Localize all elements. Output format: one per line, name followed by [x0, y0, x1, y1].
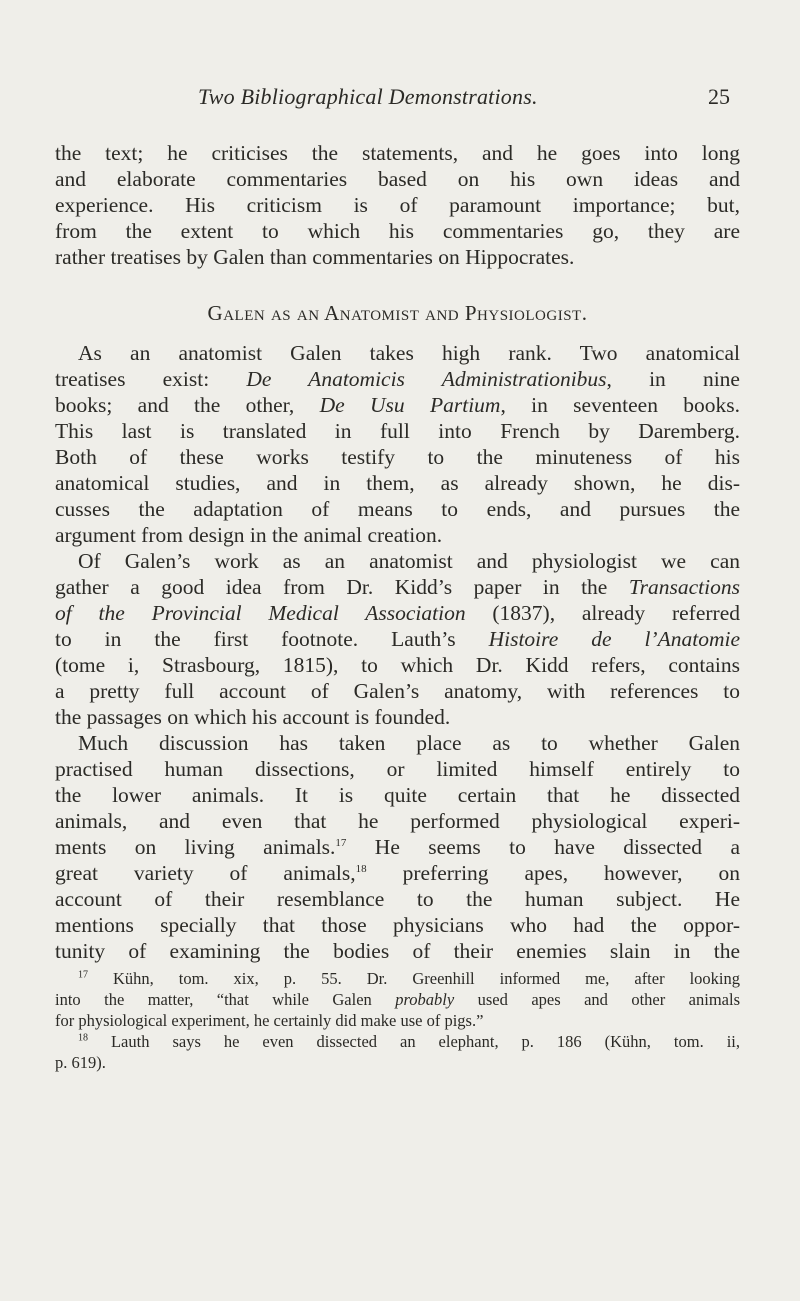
work-title: De Usu Partium — [319, 393, 501, 417]
footnote-marker: 17 — [78, 969, 88, 981]
text-line: ments on living animals.$^{17}$ He seems to have dissected a — [55, 835, 740, 859]
text-line: of the Provincial Medical Association (1837), already referred — [55, 601, 740, 625]
footnote-line: $^{17}$ Kühn, tom. xix, p. 55. Dr. Greenhill informed me, after looking — [78, 969, 740, 988]
text-line: the lower animals. It is quite certain that he dissected — [55, 783, 740, 807]
text-line: cusses the adaptation of means to ends, and pursues the — [55, 497, 740, 521]
footnote-line: p. 619). — [55, 1053, 106, 1072]
footnote-17 — [55, 968, 740, 1031]
footnote-ref-18: 18 — [355, 862, 367, 875]
paragraph-3 — [55, 548, 740, 730]
text-line: Much discussion has taken place as to whether Galen — [78, 731, 740, 755]
page-number: 25 — [708, 84, 730, 109]
text-line: argument from design in the animal creation. — [55, 523, 443, 547]
text-line: from the extent to which his commentaries go, they are — [55, 219, 740, 243]
footnote-line: $^{18}$ Lauth says he even dissected an elephant, p. 186 (Kühn, tom. ii, — [78, 1032, 740, 1051]
body-text — [55, 140, 740, 964]
text-line: (tome i, Strasbourg, 1815), to which Dr. Kidd refers, contains — [55, 653, 740, 677]
work-title: of the Provincial Medical Association — [55, 601, 466, 625]
footnote-18 — [55, 1031, 740, 1073]
paragraph-1 — [55, 140, 740, 270]
paragraph-2 — [55, 340, 740, 548]
text-line: a pretty full account of Galen’s anatomy, with references to — [55, 679, 740, 703]
text-line: tunity of examining the bodies of their enemies slain in the — [55, 939, 740, 963]
footnotes — [55, 968, 740, 1073]
text-line: treatises exist: De Anatomicis Administrationibus, in nine — [55, 367, 740, 391]
text-line: great variety of animals,$^{18}$ preferring apes, however, on — [55, 861, 740, 885]
text-line: Both of these works testify to the minuteness of his — [55, 445, 740, 469]
footnote-marker: 18 — [78, 1032, 88, 1044]
text-line: gather a good idea from Dr. Kidd’s paper in the Transactions — [55, 575, 740, 599]
text-line: animals, and even that he performed physiological experi- — [55, 809, 740, 833]
text-line: experience. His criticism is of paramount importance; but, — [55, 193, 740, 217]
footnote-line: into the matter, “that while Galen probably used apes and other animals — [55, 990, 741, 1009]
emphasis: probably — [395, 990, 455, 1009]
text-line: anatomical studies, and in them, as already shown, he dis- — [55, 471, 740, 495]
footnote-ref-17: 17 — [335, 836, 347, 849]
text-line: the passages on which his account is founded. — [55, 705, 451, 729]
text-line: Of Galen’s work as an anatomist and physiologist we can — [78, 549, 740, 573]
text-line: practised human dissections, or limited himself entirely to — [55, 757, 740, 781]
text-line: to in the first footnote. Lauth’s Histoire de l’Anatomie — [55, 627, 740, 651]
running-head — [0, 84, 800, 112]
text-line: As an anatomist Galen takes high rank. Two anatomical — [78, 341, 740, 365]
section-heading: Galen as an Anatomist and Physiologist. — [207, 301, 588, 325]
text-line: This last is translated in full into French by Daremberg. — [55, 419, 740, 443]
footnote-line: for physiological experiment, he certainly did make use of pigs.” — [55, 1011, 484, 1030]
running-head-title: Two Bibliographical Demonstrations. — [198, 84, 538, 109]
paragraph-4 — [55, 730, 740, 964]
text-line: account of their resemblance to the human subject. He — [55, 887, 740, 911]
text-line: mentions specially that those physicians who had the oppor- — [55, 913, 740, 937]
work-title: De Anatomicis Administrationibus — [246, 367, 607, 391]
text-line: the text; he criticises the statements, and he goes into long — [55, 141, 740, 165]
text-line: books; and the other, De Usu Partium, in seventeen books. — [55, 393, 741, 417]
text-line: rather treatises by Galen than commentaries on Hippocrates. — [55, 245, 575, 269]
text-line: and elaborate commentaries based on his own ideas and — [55, 167, 740, 191]
work-title: Histoire de l’Anatomie — [488, 627, 740, 651]
work-title: Transactions — [628, 575, 740, 599]
